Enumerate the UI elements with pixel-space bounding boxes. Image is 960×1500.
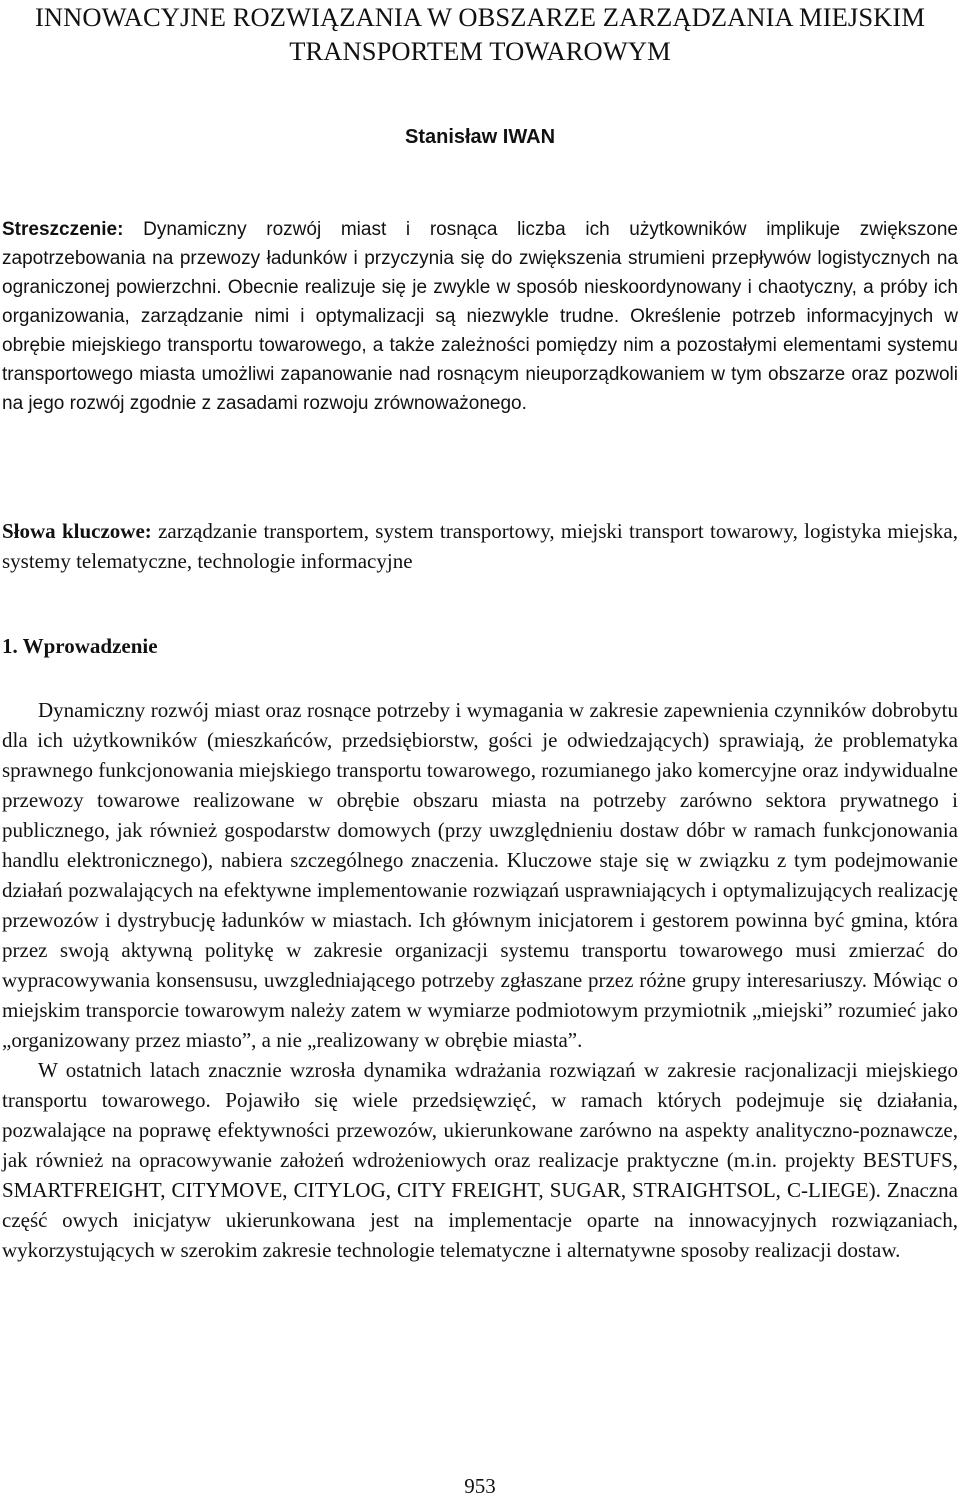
keywords: [2, 516, 958, 576]
abstract: [2, 215, 958, 418]
author-name: Stanisław IWAN: [404, 126, 556, 148]
abstract-text: Dynamiczny rozwój miast i rosnąca liczba ich użytkowników implikuje zwiększone zapotrzebowania na przewozy ładunków i przyczynia się do zwiększenia strumieni przepływów logistycznych na ograniczonej powierzchni. Obecnie realizuje się je zwykle w sposób nieskoordynowany i chaotyczny, a próby ich organizowania, zarządzanie nimi i optymalizacji są niezwykle trudne. Określenie potrzeb informacyjnych w obrębie miejskiego transportu towarowego, a także zależności pomiędzy nim a pozostałymi elementami systemu transportowego miasta umożliwi zapanowanie nad rosnącym nieuporządkowaniem w tym obszarze oraz pozwoli na jego rozwój zgodnie z zasadami rozwoju zrównoważonego.: [2, 219, 958, 414]
abstract-label: Streszczenie:: [2, 219, 124, 240]
paragraph-1: Dynamiczny rozwój miast oraz rosnące potrzeby i wymagania w zakresie zapewnienia czynników dobrobytu dla ich użytkowników (mieszkańców, przedsiębiorstw, gości je odwiedzających) sprawiają, że problematyka sprawnego funkcjonowania miejskiego transportu towarowego, rozumianego jako komercyjne oraz indywidualne przewozy towarowe realizowane w obrębie obszaru miasta na potrzeby zarówno sektora prywatnego i publicznego, jak również gospodarstw domowych (przy uwzględnieniu dostaw dóbr w ramach funkcjonowania handlu elektronicznego), nabiera szczególnego znaczenia. Kluczowe staje się w związku z tym podejmowanie działań pozwalających na efektywne implementowanie rozwiązań usprawniających i optymalizujących realizację przewozów i dystrybucję ładunków w miastach. Ich głównym inicjatorem i gestorem powinna być gmina, która przez swoją aktywną politykę w zakresie organizacji systemu transportu towarowego musi zmierzać do wypracowywania konsensusu, uwzgledniającego potrzeby zgłaszane przez różne grupy interesariuszy. Mówiąc o miejskim transporcie towarowym należy zatem w wymiarze podmiotowym przymiotnik „miejski” rozumieć jako „organizowany przez miasto”, a nie „realizowany w obrębie miasta”.: [2, 698, 958, 1052]
page-number: 953: [464, 1474, 496, 1498]
paper-title: INNOWACYJNE ROZWIĄZANIA W OBSZARZE ZARZĄDZANIA MIEJSKIM TRANSPORTEM TOWAROWYM: [34, 2, 925, 66]
keywords-label: Słowa kluczowe:: [2, 519, 152, 543]
section-heading: 1. Wprowadzenie: [2, 634, 158, 658]
paragraph-2: W ostatnich latach znacznie wzrosła dynamika wdrażania rozwiązań w zakresie racjonalizacji miejskiego transportu towarowego. Pojawiło się wiele przedsięwzięć, w ramach których podejmuje się działania, pozwalające na poprawę efektywności przewozów, ukierunkowane zarówno na aspekty analityczno-poznawcze, jak również na opracowywanie założeń wdrożeniowych oraz realizacje praktyczne (m.in. projekty BESTUFS, SMARTFREIGHT, CITYMOVE, CITYLOG, CITY FREIGHT, SUGAR, STRAIGHTSOL, C-LIEGE). Znaczna część owych inicjatyw ukierunkowana jest na implementacje oparte na innowacyjnych rozwiązaniach, wykorzystujących w szerokim zakresie technologie telematyczne i alternatywne sposoby realizacji dostaw.: [2, 1058, 958, 1262]
section-body: [2, 695, 958, 1265]
keywords-text: zarządzanie transportem, system transportowy, miejski transport towarowy, logistyka miejska, systemy telematyczne, technologie informacyjne: [2, 519, 958, 573]
